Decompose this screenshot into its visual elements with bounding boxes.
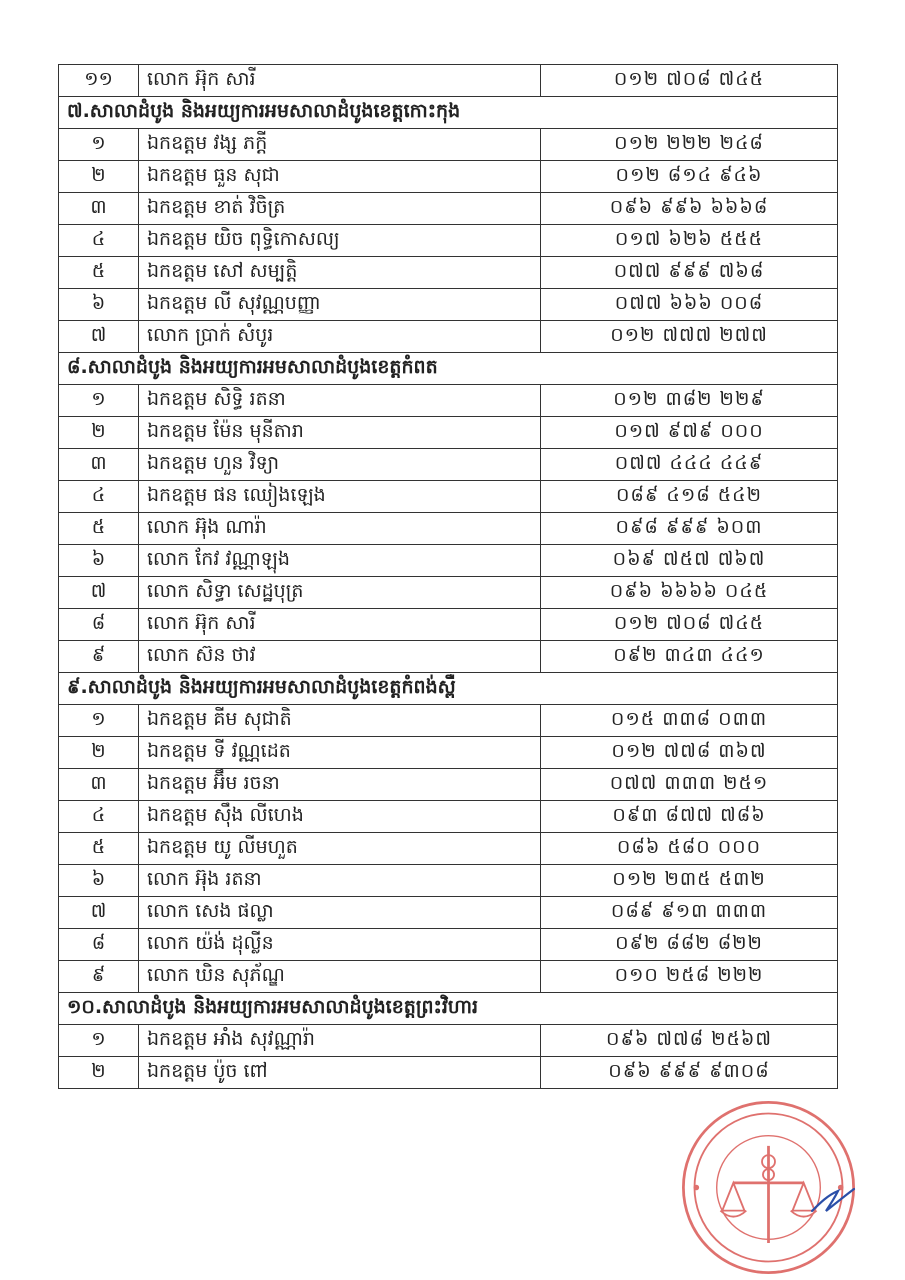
row-number: ៨	[59, 929, 139, 961]
row-name: លោក ស៊ន ថាវ	[139, 641, 541, 673]
row-name: ឯកឧត្តម យិច ពុទ្ធិកោសល្យ	[139, 225, 541, 257]
table-row	[59, 417, 838, 449]
row-name: លោក ប្រាក់ សំបូរ	[139, 321, 541, 353]
table-row	[59, 65, 838, 97]
row-name: ឯកឧត្តម សៅ សម្បត្តិ	[139, 257, 541, 289]
row-name: ឯកឧត្តម ប៉ូច ពៅ	[139, 1057, 541, 1089]
row-name: លោក អ៊ុក សារី	[139, 609, 541, 641]
row-phone: ០៦៩ ៧៥៧ ៧៦៧	[541, 545, 838, 577]
row-number: ៣	[59, 769, 139, 801]
row-phone: ០៧៧ ៦៦៦ ០០៨	[541, 289, 838, 321]
row-name: លោក សិទ្ធា សេដ្ឋបុត្រ	[139, 577, 541, 609]
row-number: ១	[59, 129, 139, 161]
row-name: ឯកឧត្តម គីម សុជាតិ	[139, 705, 541, 737]
row-name: ឯកឧត្តម ទី វណ្ណដេត	[139, 737, 541, 769]
row-number: ១១	[59, 65, 139, 97]
table-row	[59, 897, 838, 929]
table-row	[59, 545, 838, 577]
row-number: ៣	[59, 449, 139, 481]
row-number: ៤	[59, 801, 139, 833]
table-row	[59, 801, 838, 833]
row-phone: ០៩៦ ៩៩៩ ៩៣០៨	[541, 1057, 838, 1089]
row-phone: ០៨៦ ៥៨០ ០០០	[541, 833, 838, 865]
row-phone: ០១២ ៨១៤ ៩៤៦	[541, 161, 838, 193]
table-row	[59, 257, 838, 289]
row-number: ៧	[59, 897, 139, 929]
row-name: លោក សេង ផល្លា	[139, 897, 541, 929]
row-number: ៦	[59, 289, 139, 321]
row-phone: ០៩៦ ៦៦៦៦ ០៤៥	[541, 577, 838, 609]
table-row	[59, 289, 838, 321]
table-row	[59, 929, 838, 961]
row-name: ឯកឧត្តម ហួន វិទ្យា	[139, 449, 541, 481]
table-row	[59, 225, 838, 257]
row-phone: ០១២ ៣៨២ ២២៩	[541, 385, 838, 417]
row-number: ១	[59, 1025, 139, 1057]
row-name: លោក ឃិន សុភ័ណ្ឌ	[139, 961, 541, 993]
row-number: ១	[59, 385, 139, 417]
row-phone: ០៩២ ៣៤៣ ៤៤១	[541, 641, 838, 673]
row-name: ឯកឧត្តម ធួន សុជា	[139, 161, 541, 193]
table-row	[59, 481, 838, 513]
row-phone: ០៧៧ ៣៣៣ ២៥១	[541, 769, 838, 801]
row-name: ឯកឧត្តម លី សុវណ្ណបញ្ញា	[139, 289, 541, 321]
row-phone: ០១០ ២៥៨ ២២២	[541, 961, 838, 993]
table-row	[59, 961, 838, 993]
row-name: លោក យ៉ង់ ដុល្លីន	[139, 929, 541, 961]
row-phone: ០១២ ៧០៨ ៧៤៥	[541, 65, 838, 97]
row-phone: ០៨៩ ៩១៣ ៣៣៣	[541, 897, 838, 929]
table-row	[59, 705, 838, 737]
row-number: ១	[59, 705, 139, 737]
row-phone: ០១៧ ៩៧៩ ០០០	[541, 417, 838, 449]
table-row	[59, 737, 838, 769]
table-row	[59, 449, 838, 481]
row-number: ២	[59, 737, 139, 769]
row-phone: ០១៥ ៣៣៨ ០៣៣	[541, 705, 838, 737]
section-title: ៨.សាលាដំបូង និងអយ្យការអមសាលាដំបូងខេត្តកំពត	[59, 353, 838, 385]
row-phone: ០៩៣ ៨៧៧ ៧៨៦	[541, 801, 838, 833]
row-name: ឯកឧត្តម ស៊ឹង លីហេង	[139, 801, 541, 833]
table-row	[59, 865, 838, 897]
row-number: ២	[59, 1057, 139, 1089]
row-phone: ០៩២ ៨៨២ ៨២២	[541, 929, 838, 961]
row-phone: ០៧៧ ៤៤៤ ៤៤៩	[541, 449, 838, 481]
row-name: ឯកឧត្តម អ៊ឹម រចនា	[139, 769, 541, 801]
row-number: ៧	[59, 577, 139, 609]
row-name: ឯកឧត្តម យូ លីមហួត	[139, 833, 541, 865]
table-row	[59, 1057, 838, 1089]
row-name: ឯកឧត្តម អាំង សុវណ្ណារ៉ា	[139, 1025, 541, 1057]
court-seal-icon	[676, 1095, 861, 1280]
contact-list-document	[58, 64, 838, 1089]
section-title: ៩.សាលាដំបូង និងអយ្យការអមសាលាដំបូងខេត្តកំពង់ស្ពឺ	[59, 673, 838, 705]
section-title: ៧.សាលាដំបូង និងអយ្យការអមសាលាដំបូងខេត្តកោះកុង	[59, 97, 838, 129]
section-header	[59, 993, 838, 1025]
row-phone: ០១៧ ៦២៦ ៥៥៥	[541, 225, 838, 257]
row-number: ៣	[59, 193, 139, 225]
row-name: ឯកឧត្តម ខាត់ វិចិត្រ	[139, 193, 541, 225]
section-header	[59, 97, 838, 129]
table-row	[59, 641, 838, 673]
row-name: ឯកឧត្តម ម៉ែន មុនីតារា	[139, 417, 541, 449]
row-name: ឯកឧត្តម ផន ឈៀងឡេង	[139, 481, 541, 513]
table-row	[59, 193, 838, 225]
table-row	[59, 577, 838, 609]
table-row	[59, 161, 838, 193]
row-number: ៥	[59, 833, 139, 865]
row-name: លោក អ៊ុក សារី	[139, 65, 541, 97]
row-number: ៩	[59, 641, 139, 673]
section-header	[59, 673, 838, 705]
row-number: ៥	[59, 513, 139, 545]
table-row	[59, 833, 838, 865]
row-phone: ០១២ ៧០៨ ៧៤៥	[541, 609, 838, 641]
row-name: លោក កែវ វណ្ណាឡុង	[139, 545, 541, 577]
table-row	[59, 385, 838, 417]
table-row	[59, 129, 838, 161]
row-name: លោក អ៊ុង រតនា	[139, 865, 541, 897]
row-number: ៤	[59, 481, 139, 513]
row-number: ៦	[59, 865, 139, 897]
row-phone: ០៨៩ ៤១៨ ៥៤២	[541, 481, 838, 513]
row-number: ២	[59, 161, 139, 193]
row-phone: ០១២ ៧៧៨ ៣៦៧	[541, 737, 838, 769]
table-row	[59, 769, 838, 801]
row-number: ៤	[59, 225, 139, 257]
row-phone: ០៧៧ ៩៩៩ ៧៦៨	[541, 257, 838, 289]
table-row	[59, 1025, 838, 1057]
row-phone: ០១២ ៧៧៧ ២៧៧	[541, 321, 838, 353]
row-number: ៦	[59, 545, 139, 577]
row-name: ឯកឧត្តម សិទ្ធិ រតនា	[139, 385, 541, 417]
row-phone: ០១២ ២២២ ២៤៨	[541, 129, 838, 161]
contact-table	[58, 64, 838, 1089]
section-title: ១០.សាលាដំបូង និងអយ្យការអមសាលាដំបូងខេត្តព្រះវិហារ	[59, 993, 838, 1025]
table-row	[59, 513, 838, 545]
row-phone: ០១២ ២៣៥ ៥៣២	[541, 865, 838, 897]
row-name: ឯកឧត្តម វង្ស ភក្តី	[139, 129, 541, 161]
table-row	[59, 321, 838, 353]
row-number: ៩	[59, 961, 139, 993]
row-number: ២	[59, 417, 139, 449]
row-number: ៥	[59, 257, 139, 289]
row-phone: ០៩៦ ៩៩៦ ៦៦៦៨	[541, 193, 838, 225]
table-row	[59, 609, 838, 641]
section-header	[59, 353, 838, 385]
signature-icon	[808, 1185, 858, 1215]
row-name: លោក អ៊ុង ណារ៉ា	[139, 513, 541, 545]
row-phone: ០៩៦ ៧៧៨ ២៥៦៧	[541, 1025, 838, 1057]
row-phone: ០៩៨ ៩៩៩ ៦០៣	[541, 513, 838, 545]
row-number: ៨	[59, 609, 139, 641]
row-number: ៧	[59, 321, 139, 353]
